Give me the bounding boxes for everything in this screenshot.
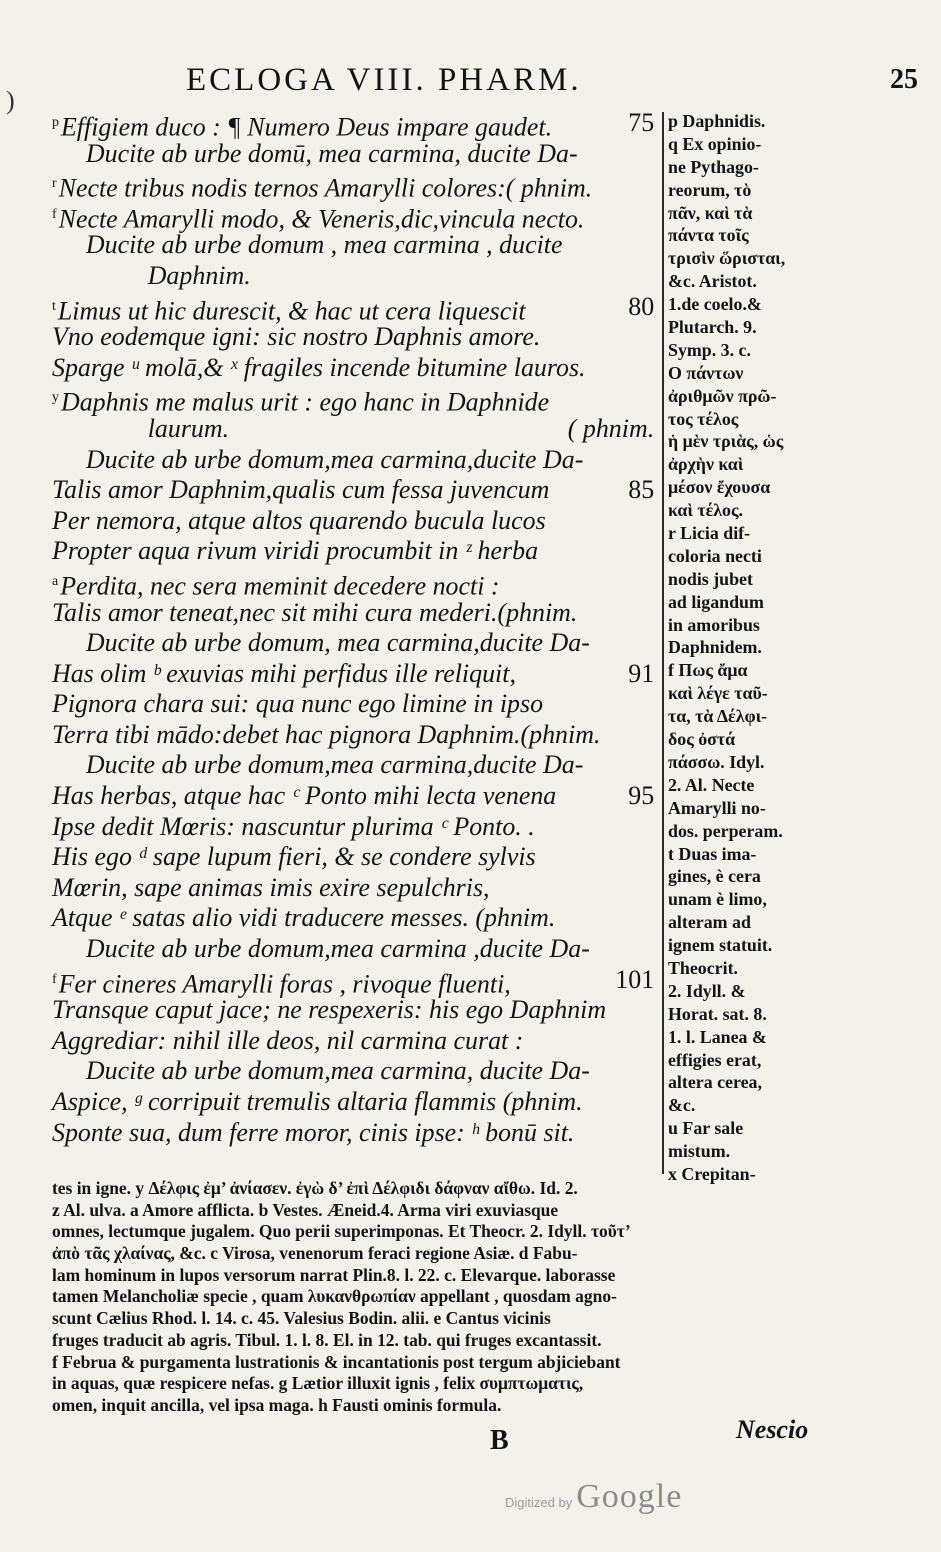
verse-text: Propter aqua rivum viridi procumbit in ᶻ herba (52, 536, 539, 566)
verse-line (52, 598, 660, 629)
running-header (150, 62, 930, 104)
footnote-line: tamen Melancholiæ specie , quam λυκανθρωπίαν appellant , quosdam agno- (52, 1286, 617, 1307)
verse-line (52, 903, 660, 934)
signature-mark: B (490, 1425, 509, 1456)
verse-line (52, 322, 660, 353)
verse-runover: ( phnim. (567, 413, 655, 443)
side-note-line: ne Pythago- (668, 156, 759, 177)
verse-line (52, 1118, 660, 1149)
verse-text: Vno eodemque igni: sic nostro Daphnis amore. (52, 322, 541, 352)
page-number: 25 (890, 64, 918, 95)
verse-line (52, 475, 660, 506)
verse-line (52, 1056, 660, 1087)
verse-line (52, 445, 660, 476)
verse-line (52, 567, 660, 601)
footnote-line: in aquas, quæ respicere nefas. g Lætior illuxit ignis , felix συμπτωματις, (52, 1373, 584, 1394)
side-note-line: πάντα τοῖς (668, 225, 749, 246)
verse-line (52, 383, 660, 417)
side-note-line: Ο πάντων (668, 362, 744, 383)
side-note-line: altera cerea, (668, 1072, 762, 1093)
footnote-line: ἀπὸ τᾶς χλαίνας, &c. c Virosa, venenorum feraci regione Asiæ. d Fabu- (52, 1243, 578, 1264)
verse-line (52, 842, 660, 873)
verse-line (52, 108, 660, 142)
footnote-line: z Al. ulva. a Amore afflicta. b Vestes. Æneid.4. Arma viri exuviasque (52, 1199, 559, 1220)
verse-line (52, 353, 660, 384)
verse-text: Ducite ab urbe domum,mea carmina,ducite Da- (85, 750, 584, 780)
verse-text: Perdita, nec sera meminit decedere nocti : (60, 571, 500, 601)
verse-text: Per nemora, atque altos quarendo bucula lucos (52, 505, 546, 535)
verse-text: Aspice, ᵍ corripuit tremulis altaria flammis (phnim. (52, 1087, 583, 1116)
verse-text: Limus ut hic durescit, & hac ut cera liquescit (57, 296, 526, 326)
line-number: 101 (615, 964, 655, 994)
verse-text: Ducite ab urbe domum,mea carmina,ducite Da- (85, 444, 584, 474)
verse-line (52, 1087, 660, 1118)
side-note-line: 2. Al. Necte (668, 774, 755, 795)
note-marker: r (52, 176, 57, 192)
verse-line (52, 536, 660, 567)
verse-text: Sponte sua, dum ferre moror, cinis ipse: ʰ bonū sit. (52, 1117, 575, 1147)
side-note-line: in amoribus (668, 614, 760, 635)
side-note-line: x Crepitan- (668, 1163, 756, 1184)
verse-line (52, 750, 660, 781)
side-note-line: πάσσω. Idyl. (668, 751, 765, 772)
verse-text: Transque caput jace; ne respexeris: his ego Daphnim (52, 995, 607, 1025)
verse-text: Necte Amarylli modo, & Veneris,dic,vincula necto. (58, 204, 585, 234)
side-note-line: &c. (668, 1095, 696, 1116)
digitized-prefix: Digitized by (505, 1495, 573, 1510)
note-marker: f (52, 206, 57, 222)
verse-line (52, 169, 660, 203)
side-note-line: Amarylli no- (668, 797, 766, 818)
verse-line (52, 934, 660, 965)
verse-text: Daphnim. (147, 260, 251, 290)
footnotes (52, 1178, 822, 1417)
side-note-line: &c. Aristot. (668, 271, 757, 292)
side-note-line: τος τέλος (668, 408, 739, 429)
side-note-line: ad ligandum (668, 591, 764, 612)
side-note-line: reorum, τὸ (668, 179, 752, 200)
side-note-line: Daphnidem. (668, 637, 762, 658)
verse-text: Ducite ab urbe domum, mea carmina,ducite Da- (85, 628, 590, 658)
side-note-line: p Daphnidis. (668, 111, 766, 131)
verse-line (52, 230, 660, 261)
verse-text: Talis amor teneat,nec sit mihi cura mederi.(phnim. (52, 597, 578, 627)
side-note-line: Theocrit. (668, 957, 738, 978)
side-note-line: f Πως ἄμα (668, 660, 748, 681)
side-note-line: mistum. (668, 1141, 731, 1162)
side-note-line: ignem statuit. (668, 935, 773, 956)
footnote-line: scunt Cælius Rhod. l. 14. c. 45. Valesius Bodin. alii. e Cantus vicinis (52, 1308, 551, 1329)
verse-line (52, 781, 660, 812)
margin-smudge: ) (6, 86, 15, 115)
side-note-line: τα, τὰ Δέλφι- (668, 706, 768, 727)
verse-line (52, 628, 660, 659)
side-note-line: 2. Idyll. & (668, 980, 746, 1001)
side-note-line: effigies erat, (668, 1049, 762, 1070)
verse-line (52, 506, 660, 537)
note-marker: y (52, 390, 59, 406)
verse-text: Sparge ᵘ molā,& ˣ fragiles incende bitumine lauros. (52, 352, 586, 382)
side-note-line: r Licia dif- (668, 523, 751, 544)
line-number: 95 (628, 781, 655, 811)
footnote-line: omen, inquit ancilla, vel ipsa maga. h Fausti ominis formula. (52, 1394, 502, 1415)
verse-text: Mœrin, sape animas imis exire sepulchris, (52, 872, 490, 902)
verse-text: Aggrediar: nihil ille deos, nil carmina curat : (52, 1025, 524, 1055)
side-note-line: alteram ad (668, 912, 751, 933)
note-marker: p (52, 115, 59, 130)
side-note-line: dos. perperam. (668, 820, 783, 841)
verse-line (52, 139, 660, 170)
side-note-line: δος ὀστά (668, 729, 736, 750)
side-note-line: ἀριθμῶν πρῶ- (668, 385, 777, 406)
side-note-line: coloria necti (668, 545, 762, 566)
verse-line (52, 812, 660, 843)
side-note-line: πᾶν, καὶ τὰ (668, 202, 753, 223)
side-note-line: μέσον ἔχουσα (668, 477, 771, 498)
side-note-line: Plutarch. 9. (668, 317, 757, 338)
note-marker: f (52, 971, 57, 987)
side-note-line: καὶ τέλος. (668, 500, 744, 521)
verse-text: Ducite ab urbe domum , mea carmina , ducite (85, 230, 563, 260)
verse-text: Terra tibi mādo:debet hac pignora Daphnim.(phnim. (52, 719, 601, 749)
side-note-line: unam è limo, (668, 889, 767, 910)
note-marker: a (52, 573, 59, 589)
verse-line (52, 200, 660, 234)
verse-text: Fer cineres Amarylli foras , rivoque fluenti, (58, 969, 511, 999)
verse-text: Pignora chara sui: qua nunc ego limine in ipso (52, 689, 544, 719)
verse-line (52, 1026, 660, 1057)
side-note-line: ἡ μὲν τριὰς, ὡς (668, 431, 784, 452)
verse-text: Has herbas, atque hac ᶜ Ponto mihi lecta venena (52, 781, 557, 811)
verse-text: Atque ᵉ satas alio vidi traducere messes. (phnim. (52, 903, 556, 933)
verse-text: Necte tribus nodis ternos Amarylli colores:( phnim. (58, 173, 593, 203)
side-note-line: nodis jubet (668, 568, 753, 589)
running-title: ECLOGA VIII. PHARM. (186, 62, 582, 98)
verse-line (52, 873, 660, 904)
line-number: 91 (628, 658, 655, 688)
verse-line (52, 261, 660, 292)
side-note-line: q Ex opinio- (668, 133, 762, 154)
side-note-line: 1.de coelo.& (668, 294, 762, 315)
verse-line (52, 720, 660, 751)
side-note-line: u Far sale (668, 1118, 744, 1139)
verse-line (52, 659, 660, 690)
note-marker: t (52, 298, 56, 314)
digitized-watermark (505, 1478, 682, 1516)
column-rule (662, 112, 664, 1174)
verse-text: Ducite ab urbe domū, mea carmina, ducite Da- (85, 138, 578, 168)
google-logo: Google (576, 1478, 683, 1515)
verse-text: His ego ᵈ sape lupum fieri, & se condere sylvis (52, 842, 536, 872)
verse-text: Effigiem duco : ¶ Numero Deus impare gaudet. (60, 112, 553, 142)
footnote-line: fruges traducit ab agris. Tibul. 1. l. 8. El. in 12. tab. qui fruges excantassit. (52, 1329, 602, 1350)
verse-column (52, 108, 662, 1148)
line-number: 85 (628, 475, 655, 505)
catchword: Nescio (736, 1415, 809, 1444)
marginal-notes (668, 110, 938, 1186)
verse-text: laurum. (147, 413, 230, 443)
verse-text: Daphnis me malus urit : ego hanc in Daphnide (60, 388, 550, 417)
verse-line (52, 414, 660, 445)
verse-line (52, 964, 660, 999)
footnote-line: tes in igne. y Δέλφις ἐμ’ ἀνίασεν. ἐγὼ δ’ ἐπὶ Δέλφιδι δάφναν αἴθω. Id. 2. (52, 1178, 578, 1198)
verse-line (52, 689, 660, 720)
side-note-line: ἀρχὴν καὶ (668, 454, 744, 475)
verse-text: Talis amor Daphnim,qualis cum fessa juvencum (52, 475, 550, 505)
verse-text: Ducite ab urbe domum,mea carmina ,ducite Da- (85, 934, 590, 964)
line-number: 80 (628, 291, 655, 321)
side-note-line: καὶ λέγε ταῦ- (668, 683, 768, 704)
side-note-line: t Duas ima- (668, 843, 757, 864)
side-note-line: gines, è cera (668, 866, 761, 887)
footnote-line: f Februa & purgamenta lustrationis & incantationis post tergum abjiciebant (52, 1351, 621, 1372)
line-number: 75 (628, 108, 655, 137)
side-note-line: Horat. sat. 8. (668, 1003, 767, 1024)
footnote-line: lam hominum in lupos versorum narrat Plin.8. l. 22. c. Elevarque. laborasse (52, 1264, 616, 1285)
footnote-line: omnes, lectumque jugalem. Quo perii superimponas. Et Theocr. 2. Idyll. τοῦτ’ (52, 1221, 631, 1242)
verse-text: Ducite ab urbe domum,mea carmina, ducite Da- (85, 1056, 590, 1086)
verse-line (52, 291, 660, 326)
verse-text: Ipse dedit Mœris: nascuntur plurima ᶜ Ponto. . (52, 811, 535, 841)
side-note-line: Symp. 3. c. (668, 339, 751, 360)
side-note-line: 1. l. Lanea & (668, 1026, 767, 1047)
verse-line (52, 995, 660, 1026)
verse-text: Has olim ᵇ exuvias mihi perfidus ille reliquit, (52, 658, 516, 688)
side-note-line: τρισὶν ὥρισται, (668, 248, 786, 269)
